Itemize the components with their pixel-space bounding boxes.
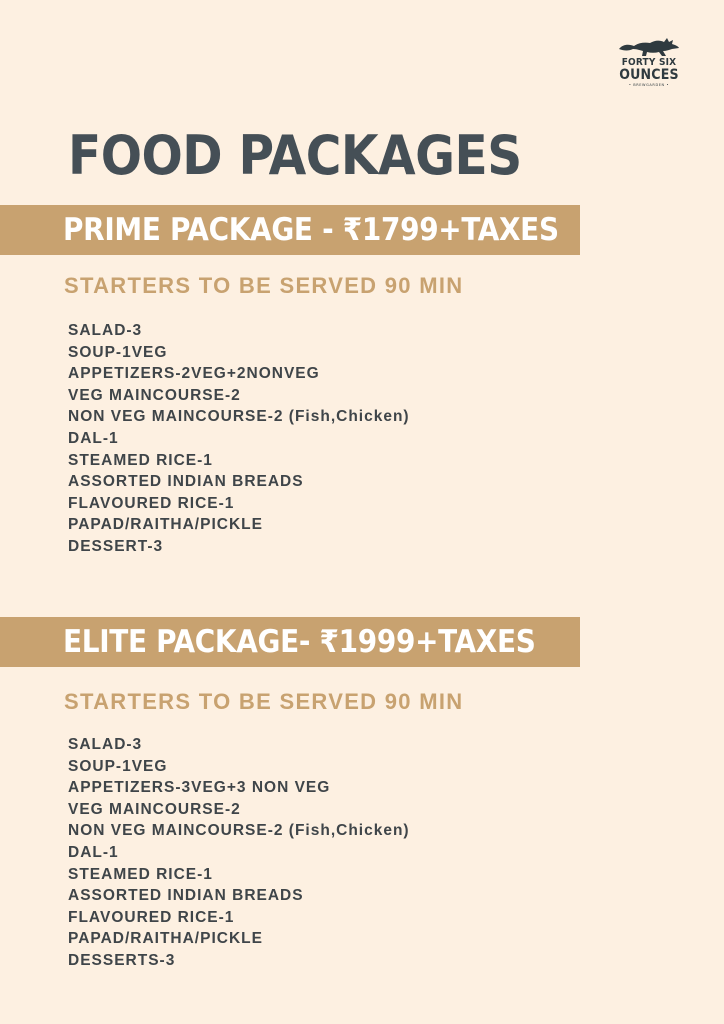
list-item: VEG MAINCOURSE-2 (68, 800, 241, 818)
logo-line-forty-six: FORTY SIX (621, 57, 677, 68)
list-item: DAL-1 (68, 843, 119, 861)
list-item: NON VEG MAINCOURSE-2 (Fish,Chicken) (68, 408, 410, 426)
list-item: SOUP-1VEG (68, 343, 168, 361)
package-heading-prime: PRIME PACKAGE - ₹1799+TAXES (0, 205, 580, 255)
fox-icon (617, 36, 681, 58)
starters-note-prime: STARTERS TO BE SERVED 90 MIN (64, 273, 464, 298)
list-item: SALAD-3 (68, 322, 143, 339)
list-item: DESSERT-3 (68, 537, 164, 555)
menu-list-prime (68, 320, 410, 558)
list-item: SALAD-3 (68, 736, 143, 753)
brand-logo (616, 36, 682, 88)
list-item: NON VEG MAINCOURSE-2 (Fish,Chicken) (68, 822, 410, 840)
package-heading-elite: ELITE PACKAGE- ₹1999+TAXES (0, 617, 580, 667)
list-item: STEAMED RICE-1 (68, 451, 213, 469)
list-item: STEAMED RICE-1 (68, 865, 213, 883)
list-item: APPETIZERS-3VEG+3 NON VEG (68, 779, 331, 797)
list-item: APPETIZERS-2VEG+2NONVEG (68, 365, 320, 383)
list-item: PAPAD/RAITHA/PICKLE (68, 930, 263, 948)
list-item: DESSERTS-3 (68, 951, 176, 969)
list-item: FLAVOURED RICE-1 (68, 494, 235, 512)
logo-line-brewgarden: • BREWGARDEN • (628, 83, 670, 87)
starters-note-elite: STARTERS TO BE SERVED 90 MIN (64, 689, 464, 714)
list-item: ASSORTED INDIAN BREADS (68, 473, 304, 491)
list-item: FLAVOURED RICE-1 (68, 908, 235, 926)
list-item: PAPAD/RAITHA/PICKLE (68, 516, 263, 534)
list-item: ASSORTED INDIAN BREADS (68, 887, 304, 905)
list-item: VEG MAINCOURSE-2 (68, 386, 241, 404)
list-item: SOUP-1VEG (68, 757, 168, 775)
logo-line-ounces: OUNCES (619, 67, 679, 83)
menu-list-elite (68, 734, 410, 972)
page-title: FOOD PACKAGES (68, 124, 522, 187)
list-item: DAL-1 (68, 429, 119, 447)
